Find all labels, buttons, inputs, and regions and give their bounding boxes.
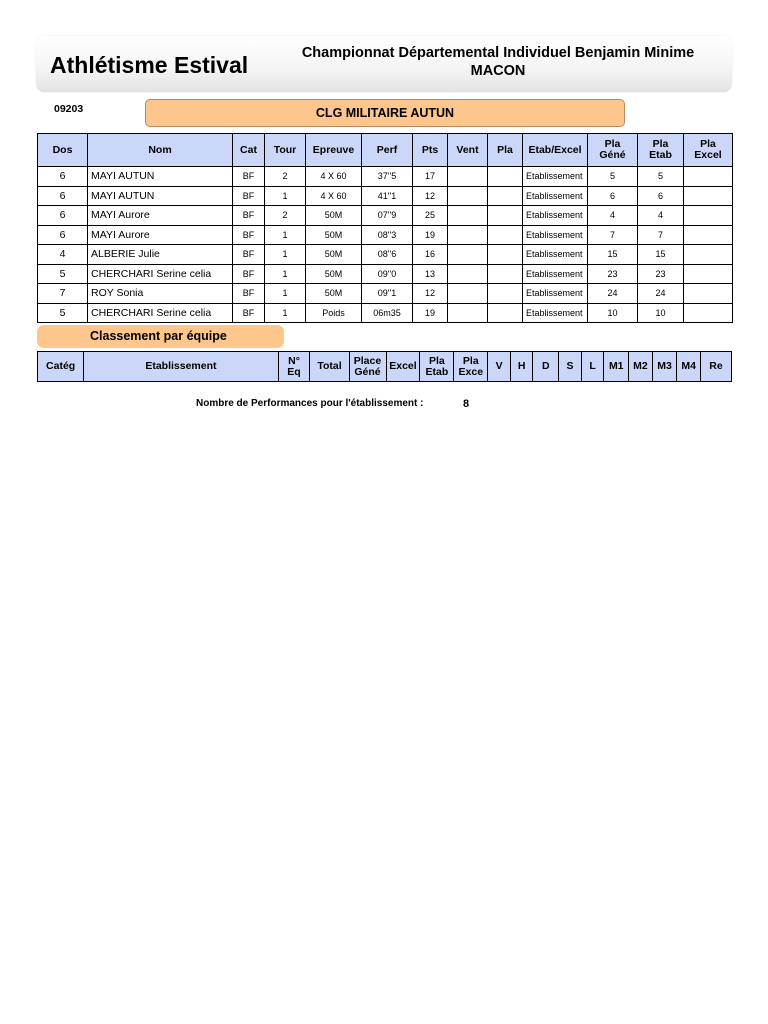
team-col-s: S	[559, 352, 582, 382]
cell-tour: 1	[265, 225, 306, 245]
team-col-pla-etab-line2: Etab	[425, 365, 449, 378]
cell-epreuve: 4 X 60	[306, 167, 362, 187]
col-header-pla-etab	[638, 134, 684, 167]
cell-nom: MAYI Aurore	[88, 225, 233, 245]
col-header-pla-gene-line1: Pla	[604, 138, 621, 150]
col-header-pla: Pla	[488, 134, 523, 167]
team-col-categ: Catég	[38, 352, 84, 382]
cell-nom: CHERCHARI Serine celia	[88, 303, 233, 323]
cell-cat: BF	[233, 206, 265, 226]
cell-pla-excel	[684, 264, 733, 284]
cell-pla-excel	[684, 245, 733, 265]
table-row	[38, 245, 733, 265]
col-header-pla-etab-line2: Etab	[649, 149, 672, 161]
cell-perf: 06m35	[362, 303, 413, 323]
cell-pla	[488, 225, 523, 245]
cell-perf: 08''6	[362, 245, 413, 265]
col-header-pts: Pts	[413, 134, 448, 167]
team-col-re: Re	[701, 352, 732, 382]
cell-pla-gene: 24	[588, 284, 638, 304]
cell-vent	[448, 303, 488, 323]
cell-tour: 1	[265, 264, 306, 284]
team-col-m3: M3	[652, 352, 677, 382]
team-col-m4: M4	[677, 352, 701, 382]
team-col-num-eq	[278, 352, 310, 382]
col-header-vent: Vent	[448, 134, 488, 167]
cell-tour: 1	[265, 245, 306, 265]
col-header-dos: Dos	[38, 134, 88, 167]
cell-perf: 09''1	[362, 284, 413, 304]
table-row	[38, 303, 733, 323]
cell-vent	[448, 167, 488, 187]
table-row	[38, 284, 733, 304]
cell-pla-excel	[684, 206, 733, 226]
cell-pla-etab: 23	[638, 264, 684, 284]
cell-epreuve: 50M	[306, 245, 362, 265]
cell-etab: Etablissement	[523, 264, 588, 284]
cell-pla-excel	[684, 167, 733, 187]
col-header-pla-excel-line2: Excel	[694, 149, 722, 161]
cell-dos: 4	[38, 245, 88, 265]
team-col-pla-exce	[454, 352, 488, 382]
cell-dos: 6	[38, 167, 88, 187]
cell-dos: 6	[38, 225, 88, 245]
team-ranking-title: Classement par équipe	[37, 325, 284, 348]
cell-pla-excel	[684, 284, 733, 304]
col-header-pla-gene-line2: Géné	[599, 149, 626, 161]
cell-etab: Etablissement	[523, 167, 588, 187]
performances-table	[37, 133, 733, 323]
cell-vent	[448, 284, 488, 304]
championship-title-line1: Championnat Départemental Individuel Benjamin Minime	[301, 45, 695, 61]
cell-tour: 1	[265, 303, 306, 323]
cell-pla-etab: 4	[638, 206, 684, 226]
team-col-num-eq-line2: Eq	[287, 365, 301, 378]
table-row	[38, 225, 733, 245]
team-col-m2: M2	[629, 352, 653, 382]
cell-pts: 13	[413, 264, 448, 284]
col-header-perf: Perf	[362, 134, 413, 167]
school-code: 09203	[54, 103, 84, 115]
cell-pla-etab: 15	[638, 245, 684, 265]
team-col-total: Total	[310, 352, 349, 382]
cell-cat: BF	[233, 245, 265, 265]
cell-pla-etab: 5	[638, 167, 684, 187]
team-col-pla-etab	[420, 352, 454, 382]
cell-nom: CHERCHARI Serine celia	[88, 264, 233, 284]
championship-title-line2: MACON	[470, 63, 526, 79]
cell-epreuve: 50M	[306, 284, 362, 304]
team-col-h: H	[510, 352, 533, 382]
cell-perf: 07''9	[362, 206, 413, 226]
team-col-place-gene	[349, 352, 386, 382]
cell-nom: MAYI AUTUN	[88, 167, 233, 187]
table-row	[38, 206, 733, 226]
cell-tour: 1	[265, 186, 306, 206]
cell-pla-gene: 7	[588, 225, 638, 245]
cell-pla-gene: 4	[588, 206, 638, 226]
cell-pla	[488, 167, 523, 187]
cell-dos: 5	[38, 264, 88, 284]
col-header-cat: Cat	[233, 134, 265, 167]
cell-pts: 16	[413, 245, 448, 265]
col-header-epreuve: Epreuve	[306, 134, 362, 167]
table-row	[38, 186, 733, 206]
team-col-place-gene-line1: Place	[353, 354, 382, 367]
cell-pla-gene: 15	[588, 245, 638, 265]
cell-nom: MAYI AUTUN	[88, 186, 233, 206]
cell-dos: 7	[38, 284, 88, 304]
app-title: Athlétisme Estival	[50, 52, 249, 78]
col-header-pla-excel-line1: Pla	[700, 138, 716, 150]
cell-perf: 37''5	[362, 167, 413, 187]
cell-pla	[488, 245, 523, 265]
cell-pla-gene: 6	[588, 186, 638, 206]
col-header-tour: Tour	[265, 134, 306, 167]
cell-epreuve: 4 X 60	[306, 186, 362, 206]
cell-cat: BF	[233, 167, 265, 187]
cell-cat: BF	[233, 225, 265, 245]
cell-vent	[448, 264, 488, 284]
cell-epreuve: Poids	[306, 303, 362, 323]
cell-cat: BF	[233, 186, 265, 206]
cell-pts: 17	[413, 167, 448, 187]
cell-etab: Etablissement	[523, 245, 588, 265]
cell-pla-gene: 23	[588, 264, 638, 284]
team-col-etablissement: Etablissement	[84, 352, 278, 382]
cell-etab: Etablissement	[523, 303, 588, 323]
cell-pla-excel	[684, 303, 733, 323]
table-row	[38, 264, 733, 284]
col-header-pla-excel	[684, 134, 733, 167]
cell-pts: 12	[413, 186, 448, 206]
cell-etab: Etablissement	[523, 186, 588, 206]
cell-vent	[448, 245, 488, 265]
cell-nom: ALBERIE Julie	[88, 245, 233, 265]
cell-perf: 09''0	[362, 264, 413, 284]
school-name-banner: CLG MILITAIRE AUTUN	[145, 99, 625, 127]
cell-pla-excel	[684, 225, 733, 245]
cell-tour: 2	[265, 167, 306, 187]
cell-perf: 41''1	[362, 186, 413, 206]
cell-pla	[488, 186, 523, 206]
cell-tour: 2	[265, 206, 306, 226]
cell-pla-gene: 5	[588, 167, 638, 187]
cell-pla	[488, 264, 523, 284]
cell-vent	[448, 225, 488, 245]
cell-pla-etab: 10	[638, 303, 684, 323]
cell-pla-excel	[684, 186, 733, 206]
col-header-pla-gene	[588, 134, 638, 167]
cell-pla-gene: 10	[588, 303, 638, 323]
cell-pla	[488, 284, 523, 304]
team-col-excel: Excel	[386, 352, 420, 382]
cell-dos: 6	[38, 186, 88, 206]
team-header-row	[38, 352, 732, 382]
cell-perf: 08''3	[362, 225, 413, 245]
cell-pts: 19	[413, 303, 448, 323]
cell-pts: 25	[413, 206, 448, 226]
cell-pla-etab: 7	[638, 225, 684, 245]
cell-pts: 19	[413, 225, 448, 245]
team-col-pla-exce-line1: Pla	[462, 354, 479, 367]
performances-header-row	[38, 134, 733, 167]
cell-pla	[488, 206, 523, 226]
cell-vent	[448, 206, 488, 226]
cell-epreuve: 50M	[306, 225, 362, 245]
cell-cat: BF	[233, 284, 265, 304]
cell-pla-etab: 24	[638, 284, 684, 304]
team-col-pla-etab-line1: Pla	[429, 354, 445, 367]
cell-epreuve: 50M	[306, 264, 362, 284]
championship-title	[282, 44, 714, 80]
team-col-num-eq-line1: N°	[288, 354, 300, 367]
col-header-nom: Nom	[88, 134, 233, 167]
cell-pla	[488, 303, 523, 323]
cell-pts: 12	[413, 284, 448, 304]
cell-tour: 1	[265, 284, 306, 304]
performance-count-value: 8	[463, 398, 470, 410]
col-header-pla-etab-line1: Pla	[652, 138, 669, 150]
header-band	[36, 36, 732, 92]
cell-etab: Etablissement	[523, 206, 588, 226]
cell-nom: MAYI Aurore	[88, 206, 233, 226]
team-col-v: V	[488, 352, 511, 382]
cell-epreuve: 50M	[306, 206, 362, 226]
team-col-l: L	[581, 352, 604, 382]
cell-cat: BF	[233, 264, 265, 284]
col-header-etab-excel: Etab/Excel	[523, 134, 588, 167]
cell-pla-etab: 6	[638, 186, 684, 206]
cell-etab: Etablissement	[523, 225, 588, 245]
cell-cat: BF	[233, 303, 265, 323]
table-row	[38, 167, 733, 187]
team-col-pla-exce-line2: Exce	[458, 365, 484, 378]
team-ranking-table	[37, 351, 732, 382]
cell-etab: Etablissement	[523, 284, 588, 304]
performance-count-label: Nombre de Performances pour l'établissement :	[196, 398, 424, 409]
team-col-m1: M1	[604, 352, 629, 382]
cell-dos: 6	[38, 206, 88, 226]
cell-vent	[448, 186, 488, 206]
cell-nom: ROY Sonia	[88, 284, 233, 304]
team-col-place-gene-line2: Géné	[354, 365, 381, 378]
cell-dos: 5	[38, 303, 88, 323]
team-col-d: D	[533, 352, 559, 382]
